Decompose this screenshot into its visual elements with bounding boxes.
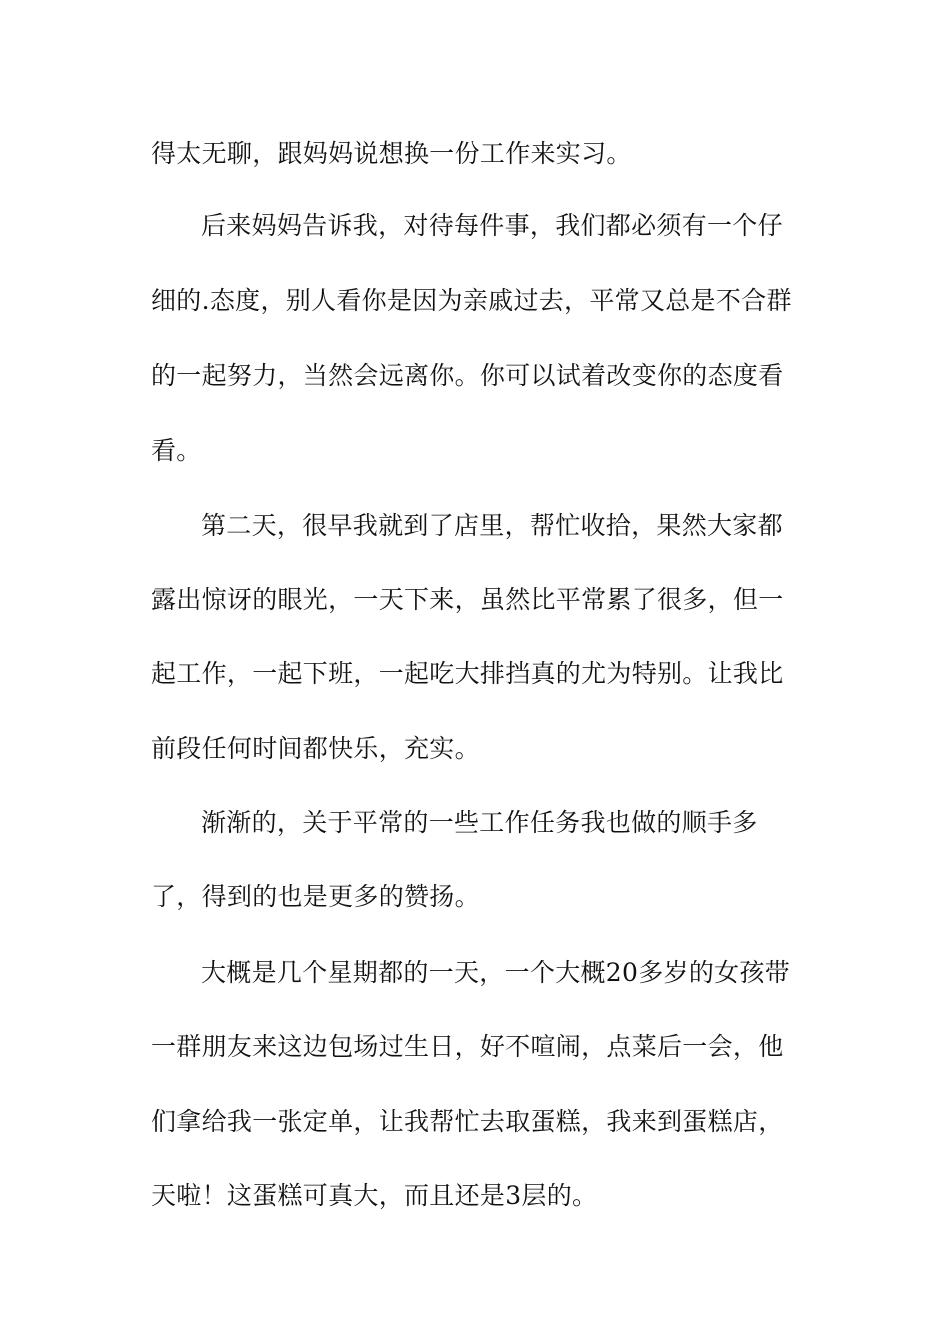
- text-line: 大概是几个星期都的一天，一个大概20多岁的女孩带: [201, 958, 791, 987]
- text-line: 起工作，一起下班，一起吃大排挡真的尤为特别。让我比: [151, 659, 784, 688]
- text-line: 的一起努力，当然会远离你。你可以试着改变你的态度看: [151, 361, 784, 390]
- text-line: 们拿给我一张定单，让我帮忙去取蛋糕，我来到蛋糕店，: [151, 1107, 784, 1136]
- text-line: 天啦！这蛋糕可真大，而且还是3层的。: [151, 1181, 598, 1210]
- text-line: 得太无聊，跟妈妈说想换一份工作来实习。: [151, 139, 632, 168]
- text-line: 一群朋友来这边包场过生日，好不喧闹，点菜后一会，他: [151, 1032, 784, 1061]
- text-line: 渐渐的，关于平常的一些工作任务我也做的顺手多: [201, 808, 758, 837]
- text-line: 后来妈妈告诉我，对待每件事，我们都必须有一个仔: [201, 211, 783, 240]
- text-line: 看。: [151, 436, 202, 465]
- text-line: 细的.态度，别人看你是因为亲戚过去，平常又总是不合群: [151, 286, 792, 315]
- text-line: 前段任何时间都快乐，充实。: [151, 734, 480, 763]
- text-line: 了，得到的也是更多的赞扬。: [151, 882, 480, 911]
- text-line: 露出惊讶的眼光，一天下来，虽然比平常累了很多，但一: [151, 585, 784, 614]
- text-line: 第二天，很早我就到了店里，帮忙收拾，果然大家都: [201, 511, 783, 540]
